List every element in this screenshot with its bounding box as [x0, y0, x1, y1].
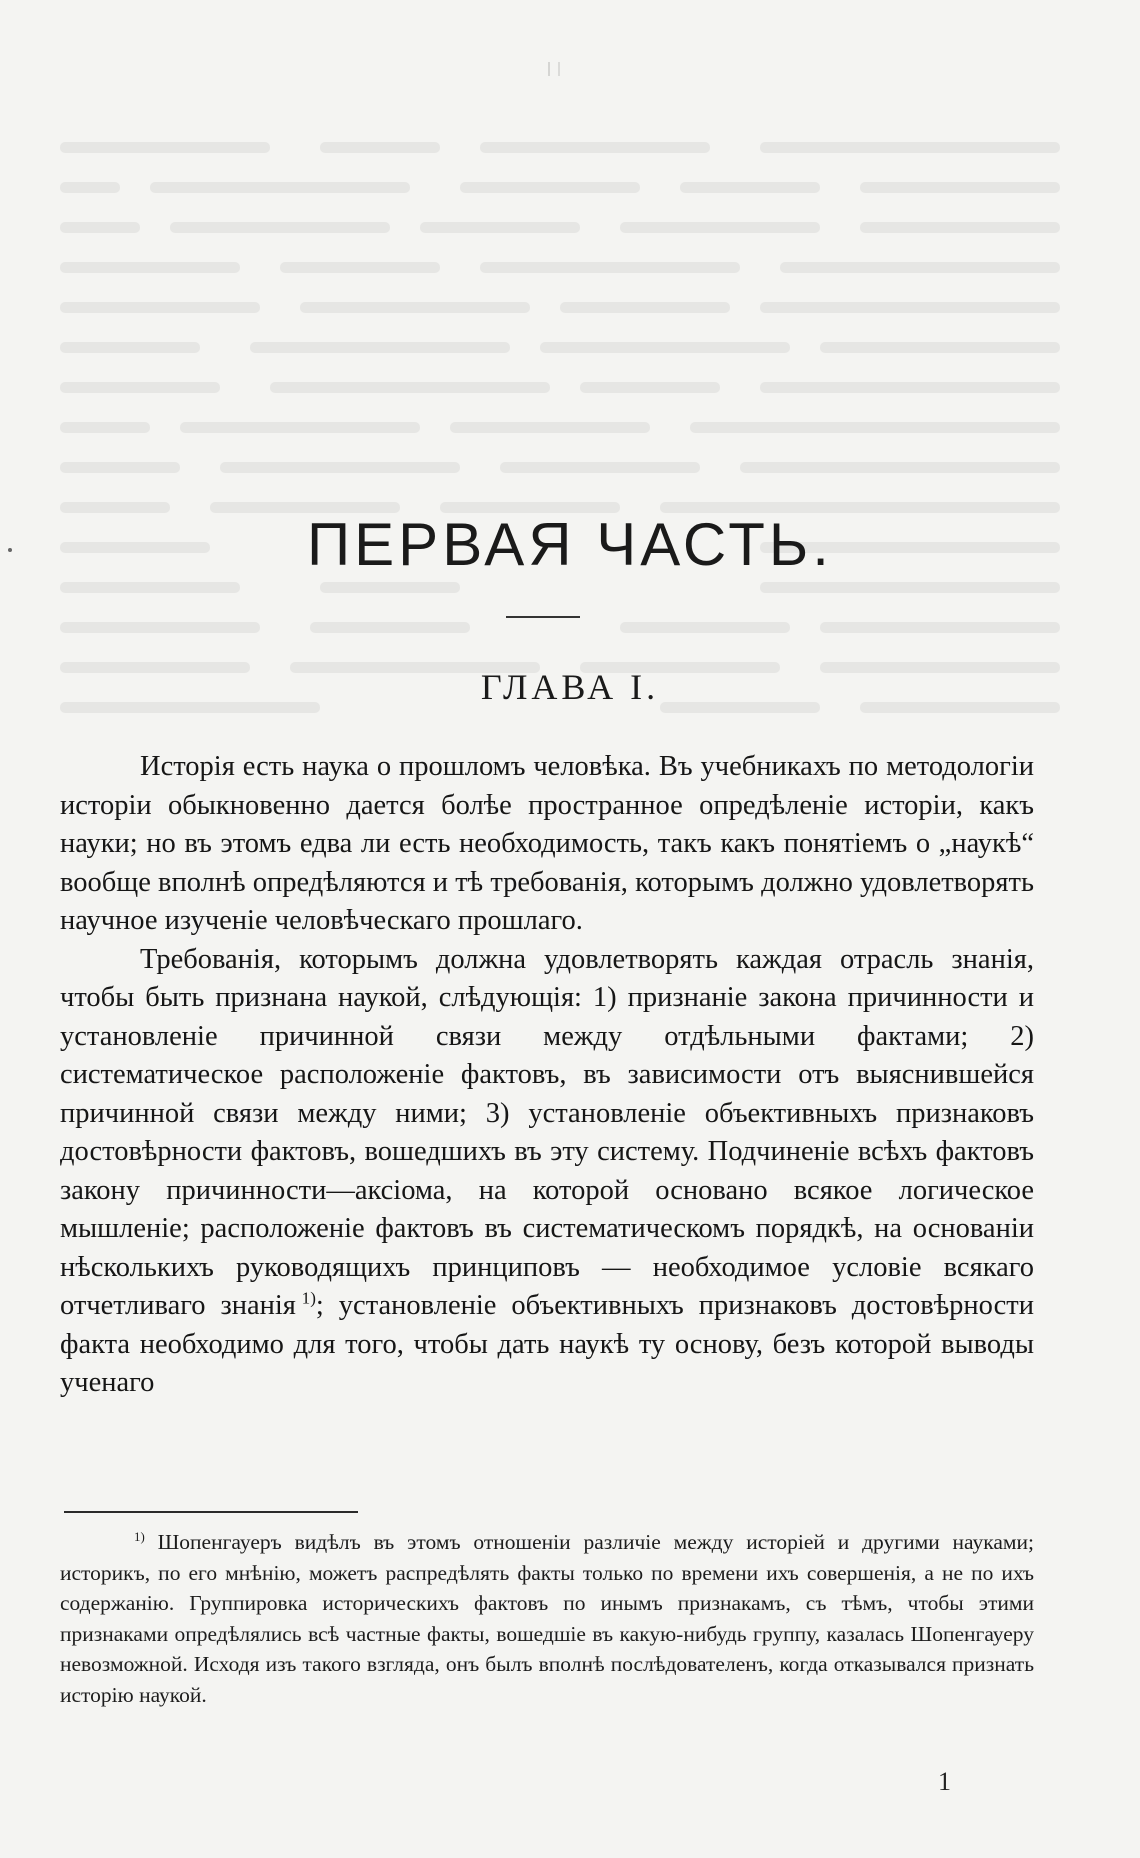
top-mark	[548, 62, 560, 76]
paragraph-2-text: Требованія, которымъ должна удовлетворять каждая отрасль знанія, чтобы быть признана наукой, слѣдующія: 1) признаніе закона причинности и установленіе причинной связи между отдѣльными фактами; 2) систематическое расположеніе фактовъ, въ зависимости отъ выяснившейся причинной связи между ними; 3) установленіе объективныхъ признаковъ достовѣрности фактовъ, вошедшихъ въ эту систему. Подчиненіе всѣхъ фактовъ закону причинности—аксіома, на которой основано всякое логическое мышленіе; расположеніе фактовъ въ систематическомъ порядкѣ, на основаніи нѣсколькихъ руководящихъ принциповъ — необходимое условіе всякаго отчетливаго знанія	[60, 943, 1034, 1321]
footnote-rule	[64, 1511, 358, 1513]
chapter-title: ГЛАВА I.	[480, 667, 660, 707]
page-number: 1	[938, 1767, 951, 1796]
footnote-mark: 1)	[134, 1529, 145, 1544]
title-rule	[506, 616, 580, 618]
footnote-text: Шопенгауеръ видѣлъ въ этомъ отношеніи различіе между исторіей и другими науками; историкъ, по его мнѣнію, можетъ распредѣлять факты только по времени ихъ совершенія, а не по ихъ содержанію. Группировка историческихъ фактовъ по инымъ признакамъ, съ тѣмъ, чтобы этими признаками опредѣлялись всѣ частные факты, вошедшіе въ какую-нибудь группу, казалась Шопенгауеру невозможной. Исходя изъ такого взгляда, онъ былъ вполнѣ послѣдователенъ, когда отказывался признать исторію наукой.	[60, 1530, 1035, 1707]
footnote	[60, 1527, 1034, 1710]
bleed-through	[60, 128, 1060, 738]
part-title: ПЕРВАЯ ЧАСТЬ.	[307, 511, 833, 578]
paragraph-2	[60, 941, 1034, 1403]
body-text	[60, 748, 1034, 1403]
paragraph-2-tail: ; установленіе объективныхъ признаковъ достовѣрности факта необходимо для того, чтобы дать наукѣ ту основу, безъ которой выводы ученаго	[60, 1290, 1034, 1398]
footnote-reference: 1)	[301, 1288, 316, 1308]
paragraph-1: Исторія есть наука о прошломъ человѣка. Въ учебникахъ по методологіи исторіи обыкновенно дается болѣе пространное опредѣленіе исторіи, какъ науки; но въ этомъ едва ли есть необходимость, такъ какъ понятіемъ о „наукѣ“ вообще вполнѣ опредѣляются и тѣ требованія, которымъ должно удовлетворять научное изученіе человѣческаго прошлаго.	[60, 751, 1034, 936]
